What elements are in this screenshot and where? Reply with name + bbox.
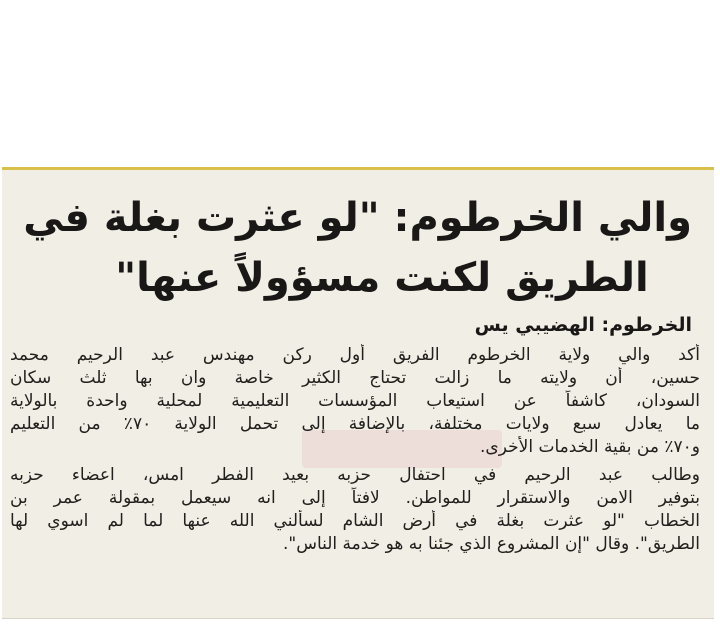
body-line-6: وطالب عبد الرحيم في احتفال حزبه بعيد الفطر امس، اعضاء حزبه — [10, 465, 700, 485]
headline-line-2: الطريق لكنت مسؤولاً عنها" — [115, 255, 649, 301]
body-line-4: ما يعادل سبع ولايات مختلفة، بالإضافة إلى تحمل الولاية ٧٠٪ من التعليم — [10, 414, 700, 434]
newspaper-clipping — [2, 167, 714, 619]
headline-line-1: والي الخرطوم: "لو عثرت بغلة في — [23, 195, 692, 241]
body-line-3: السودان، كاشفاً عن استيعاب المؤسسات التعليمية لمحلية واحدة بالولاية — [10, 391, 700, 411]
body-line-5: و٧٠٪ من بقية الخدمات الأخرى. — [480, 437, 700, 457]
body-line-7: بتوفير الامن والاستقرار للمواطن. لافتاً إلى انه سيعمل بمقولة عمر بن — [10, 488, 700, 508]
byline: الخرطوم: الهضيبي يس — [474, 314, 692, 336]
body-line-1: أكد والي ولاية الخرطوم الفريق أول ركن مهندس عبد الرحيم محمد — [10, 345, 700, 365]
body-line-2: حسين، أن ولايته ما زالت تحتاج الكثير خاصة وان بها ثلث سكان — [10, 368, 700, 388]
body-line-8: الخطاب "لو عثرت بغلة في أرض الشام لسألني الله عنها لما لم اسوي لها — [10, 511, 700, 531]
body-line-9: الطريق". وقال "إن المشروع الذي جئنا به هو خدمة الناس". — [282, 534, 700, 554]
